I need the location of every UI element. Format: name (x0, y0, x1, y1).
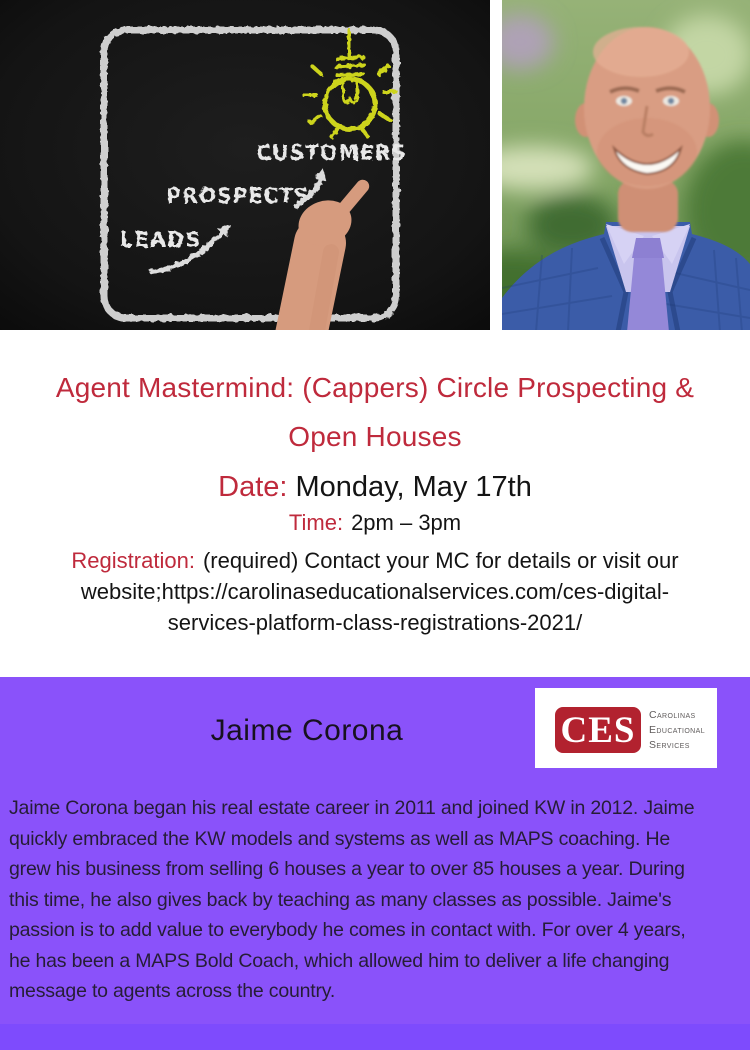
date-label: Date: (218, 471, 288, 503)
event-title (0, 363, 750, 461)
ces-org-line1: Carolinas (649, 709, 696, 721)
chalk-label-leads: LEADS (120, 228, 202, 252)
ces-logo-org-name (649, 708, 705, 753)
speaker-photo (502, 0, 750, 330)
bio-line: Jaime Corona began his real estate career in 2011 and joined KW in 2012. Jaime (9, 797, 695, 819)
bottom-accent-strip (0, 1024, 750, 1050)
event-title-line2: Open Houses (288, 421, 462, 452)
chalk-label-customers: CUSTOMERS (256, 141, 407, 165)
chalkboard-background (0, 0, 490, 330)
bio-line: passion is to add value to everybody he comes in contact with. For over 4 years, (9, 919, 686, 941)
bio-line: this time, he also gives back by teaching as many classes as possible. Jaime's (9, 888, 672, 911)
speaker-bio-text (9, 793, 694, 1007)
speaker-name: Jaime Corona (210, 714, 404, 747)
registration-info (0, 545, 750, 638)
ces-org-line2: Educational (649, 724, 706, 736)
bio-line: he has been a MAPS Bold Coach, which allowed him to deliver a life changing (9, 949, 670, 972)
registration-line1 (0, 545, 750, 576)
bio-line: quickly embraced the KW models and systems as well as MAPS coaching. He (9, 827, 670, 850)
bio-line: message to agents across the country. (9, 980, 336, 1002)
chalkboard-image (0, 0, 490, 330)
hero-row (0, 0, 750, 330)
ces-org-line3: Services (649, 739, 690, 751)
time-value: 2pm – 3pm (351, 510, 462, 535)
registration-url-line2: services-platform-class-registrations-2021/ (167, 610, 583, 635)
tie (627, 238, 669, 330)
chalkboard-svg (0, 0, 490, 330)
event-time (0, 510, 750, 536)
registration-label: Registration: (71, 548, 195, 573)
chalk-label-prospects: PROSPECTS (166, 184, 310, 208)
event-title-line1: Agent Mastermind: (Cappers) Circle Prospecting & (55, 372, 695, 403)
date-value: Monday, May 17th (295, 471, 532, 503)
event-details-section (0, 330, 750, 677)
speaker-bio-section (0, 677, 750, 1050)
speaker-photo-svg (502, 0, 750, 330)
hero-divider (490, 0, 502, 330)
bio-line: grew his business from selling 6 houses a year to over 85 houses a year. During (9, 858, 685, 880)
registration-text: (required) Contact your MC for details or visit our (202, 548, 679, 573)
ces-logo-badge: CES (555, 707, 641, 753)
event-date (0, 471, 750, 504)
time-label: Time: (288, 510, 344, 535)
registration-url-line1: website;https://carolinaseducationalservices.com/ces-digital- (80, 579, 670, 604)
ces-logo (535, 688, 717, 768)
